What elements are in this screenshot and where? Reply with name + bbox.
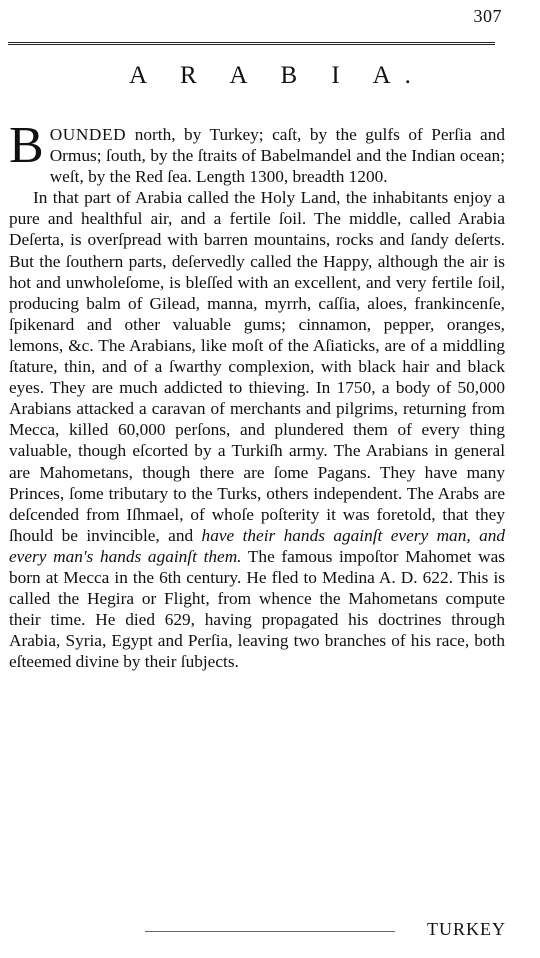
paragraph-2 bbox=[9, 187, 505, 672]
page-title: A R A B I A. bbox=[129, 62, 425, 89]
header-rule bbox=[8, 42, 495, 45]
main-text bbox=[9, 117, 505, 672]
paragraph-2-italic-quote: have their hands againſt every man, and every man's hands againſt them. bbox=[9, 525, 505, 566]
paragraph-1-lead: OUNDED bbox=[49, 125, 127, 144]
drop-cap: B bbox=[9, 117, 44, 174]
paragraph-2-text-before: In that part of Arabia called the Holy Land, the inhabitants enjoy a pure and healthful air, and a fertile ſoil. The middle, called Arabia Deſerta, is overſpread with barren mountains, rocks and ſandy deſerts. But the ſouthern parts, deſervedly called the Happy, although the air is hot and unwholeſome, is bleſſed with an excellent, and very fertile ſoil, producing balm of Gilead, manna, myrrh, caſſia, aloes, frankincenſe, ſpikenard and other valuable gums; cinnamon, pepper, oranges, lemons, &c. The Arabians, like moſt of the Aſiaticks, are of a middling ſtature, thin, and of a ſwarthy complexion, with black hair and black eyes. They are much addicted to thieving. In 1750, a body of 50,000 Arabians attacked a caravan of merchants and pilgrims, returning from Mecca, killed 60,000 perſons, and plundered them of every thing valuable, though eſcorted by a Turkiſh army. The Arabians in general are Mahometans, though there are ſome Pagans. They have many Princes, ſome tributary to the Turks, others independent. The Arabs are deſcended from Iſhmael, of whoſe poſterity it was foretold, that they ſhould be invincible, and bbox=[9, 188, 505, 545]
paragraph-1-text: north, by Turkey; caſt, by the gulfs of Perſia and Ormus; ſouth, by the ſtraits of Babelmandel and the Indian ocean; weſt, by the Red ſea. Length 1300, breadth 1200. bbox=[49, 125, 505, 187]
footer-rule bbox=[145, 931, 395, 932]
catchword: TURKEY bbox=[427, 919, 506, 939]
paragraph-1 bbox=[9, 117, 505, 187]
page-number: 307 bbox=[473, 6, 502, 26]
paragraph-2-text-after: The famous impoſtor Mahomet was born at Mecca in the 6th century. He fled to Medina A. D. 622. This is called the Hegira or Flight, from whence the Mahometans compute their time. He died 629, having propagated his doctrines through Arabia, Syria, Egypt and Perſia, leaving two branches of his race, both eſteemed divine by their ſubjects. bbox=[9, 546, 505, 672]
